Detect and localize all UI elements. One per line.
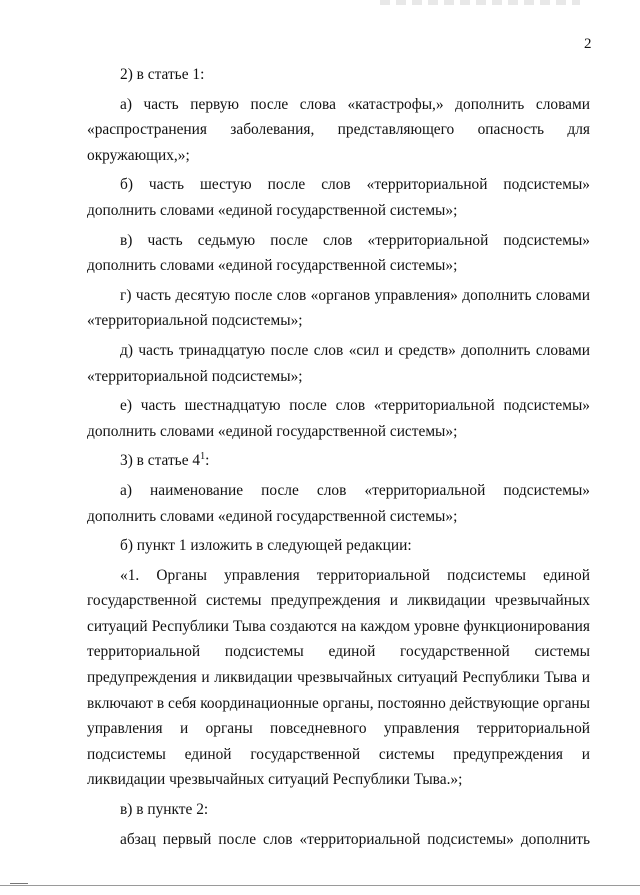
document-body: [87, 62, 590, 852]
paragraph-1b: б) часть шестую после слов «территориальной подсистемы» дополнить словами «единой государственной системы»;: [87, 176, 590, 219]
article-heading-colon: :: [205, 452, 210, 470]
paragraph-1g: г) часть десятую после слов «органов управления» дополнить словами «территориальной подсистемы»;: [87, 286, 590, 330]
paragraph-1a: а) часть первую после слова «катастрофы,» дополнить словами «распространения заболевания, представляющего опасность для окружающих,»;: [87, 95, 590, 164]
paragraph-4b: б) пункт 1 изложить в следующей редакции:: [120, 537, 412, 555]
footer-rule: [0, 885, 640, 886]
paragraph-1e: е) часть шестнадцатую после слов «территориальной подсистемы» дополнить словами «единой государственной системы»;: [87, 397, 590, 440]
page-number: 2: [584, 36, 592, 52]
paragraph-new-point-1: «1. Органы управления территориальной подсистемы единой государственной системы предупреждения и ликвидации чрезвычайных ситуаций Республики Тыва создаются на каждом уровне функционирования территориальной подсистемы единой государственной системы предупреждения и ликвидации чрезвычайных ситуаций Республики Тыва и включают в себя координационные органы, постоянно действующие органы управления и органы повседневного управления территориальной подсистемы единой государственной системы предупреждения и ликвидации чрезвычайных ситуаций Республики Тыва.»;: [87, 566, 590, 789]
scan-artifact: [380, 0, 580, 5]
paragraph-1v: в) часть седьмую после слов «территориальной подсистемы» дополнить словами «единой государственной системы»;: [87, 231, 590, 275]
article-heading-text: 3) в статье 4: [120, 452, 201, 470]
paragraph-abzac-first: абзац первый после слов «территориальной подсистемы» дополнить: [120, 830, 590, 848]
paragraph-4a: а) наименование после слов «территориальной подсистемы» дополнить словами «единой государственной системы»;: [87, 481, 590, 525]
paragraph-1d: д) часть тринадцатую после слов «сил и средств» дополнить словами «территориальной подсистемы»;: [87, 341, 590, 385]
paragraph-article-1: 2) в статье 1:: [120, 66, 205, 83]
paragraph-article-4-1: [87, 448, 590, 474]
article-superscript: 1: [200, 451, 206, 463]
paragraph-4v: в) в пункте 2:: [120, 801, 209, 819]
